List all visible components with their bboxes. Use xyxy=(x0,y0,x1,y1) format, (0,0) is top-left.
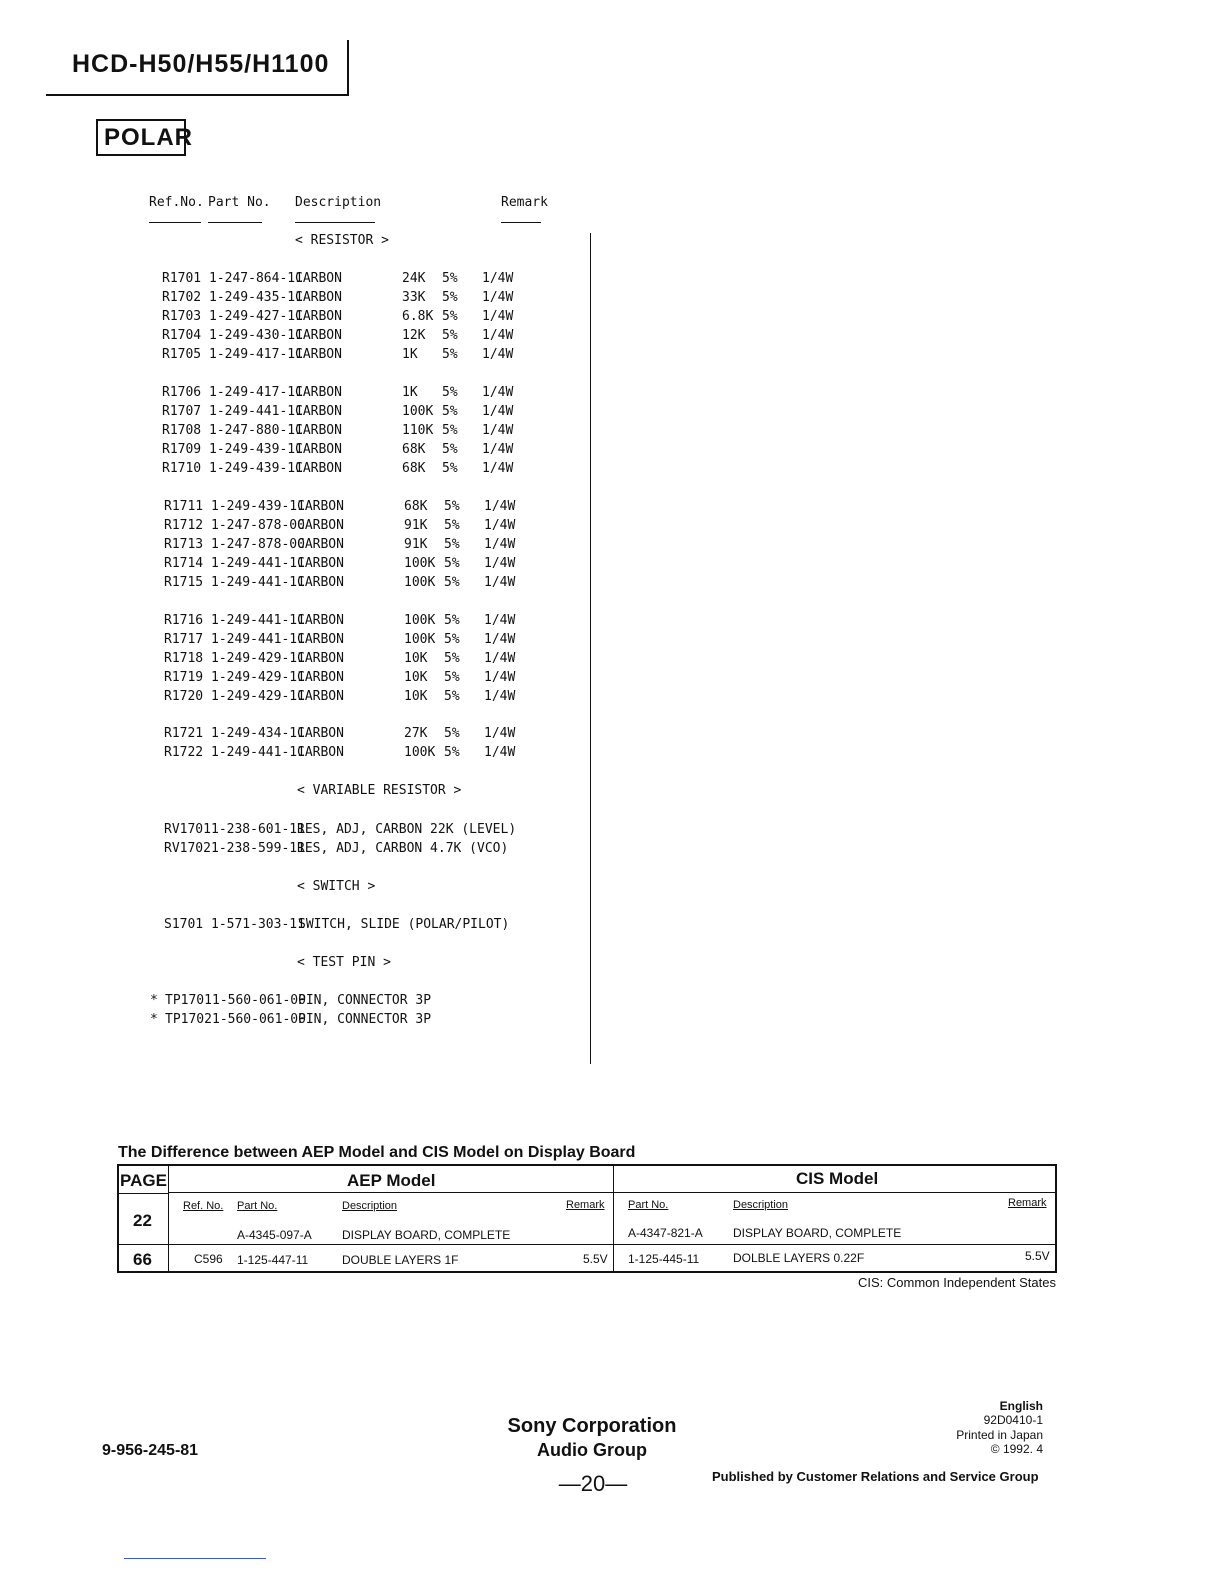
part-no: 1-238-601-11 xyxy=(211,822,305,837)
wattage: 1/4W xyxy=(484,575,516,590)
wattage: 1/4W xyxy=(484,632,516,647)
wattage: 1/4W xyxy=(484,518,516,533)
wattage: 1/4W xyxy=(482,271,514,286)
aep-part-no-cell: A-4345-097-A xyxy=(237,1228,312,1242)
tolerance: 5% xyxy=(444,575,460,590)
ref-no: RV1701 xyxy=(164,822,211,837)
description: CARBON xyxy=(295,461,342,476)
part-no: 1-249-441-11 xyxy=(211,575,305,590)
ref-no: R1712 xyxy=(164,518,204,533)
part-no: 1-249-441-11 xyxy=(211,745,305,760)
category-resistor: < RESISTOR > xyxy=(295,233,389,248)
description: CARBON xyxy=(297,613,344,628)
resistance-value: 100K xyxy=(404,613,436,628)
tolerance: 5% xyxy=(444,726,460,741)
division-name: Audio Group xyxy=(537,1440,647,1460)
part-no: 1-249-429-11 xyxy=(211,670,305,685)
ref-no: R1707 xyxy=(162,404,202,419)
tolerance: 5% xyxy=(442,442,458,457)
cis-remark-header: Remark xyxy=(1008,1197,1047,1209)
tolerance: 5% xyxy=(444,556,460,571)
resistance-value: 33K xyxy=(402,290,426,305)
description: CARBON xyxy=(295,404,342,419)
ref-no: S1701 xyxy=(164,917,204,932)
description: CARBON xyxy=(295,290,342,305)
description: CARBON xyxy=(295,385,342,400)
description: CARBON xyxy=(297,537,344,552)
resistance-value: 68K xyxy=(404,499,428,514)
description: CARBON xyxy=(297,499,344,514)
tolerance: 5% xyxy=(444,632,460,647)
ref-no: R1717 xyxy=(164,632,204,647)
part-no: 1-249-441-11 xyxy=(211,556,305,571)
part-no: 1-249-439-11 xyxy=(209,461,303,476)
resistance-value: 24K xyxy=(402,271,426,286)
cis-part-no-cell: 1-125-445-11 xyxy=(628,1252,700,1266)
tolerance: 5% xyxy=(442,309,458,324)
part-no: 1-249-427-11 xyxy=(209,309,303,324)
tolerance: 5% xyxy=(444,670,460,685)
description: CARBON xyxy=(295,442,342,457)
wattage: 1/4W xyxy=(484,499,516,514)
tolerance: 5% xyxy=(444,537,460,552)
asterisk-mark: * xyxy=(150,1012,158,1027)
cis-part-no-header: Part No. xyxy=(628,1199,669,1211)
wattage: 1/4W xyxy=(484,537,516,552)
ref-no: R1722 xyxy=(164,745,204,760)
col-remark: Remark xyxy=(501,195,548,210)
resistance-value: 100K xyxy=(404,632,436,647)
aep-model-header: AEP Model xyxy=(347,1171,436,1190)
tolerance: 5% xyxy=(444,499,460,514)
part-no: 1-249-417-11 xyxy=(209,347,303,362)
description: CARBON xyxy=(295,271,342,286)
part-no: 1-249-441-11 xyxy=(211,613,305,628)
table-border-top xyxy=(117,1164,1057,1166)
ref-no: R1708 xyxy=(162,423,202,438)
wattage: 1/4W xyxy=(482,442,514,457)
aep-remark-cell: 5.5V xyxy=(583,1252,608,1266)
description: CARBON xyxy=(297,632,344,647)
resistance-value: 6.8K xyxy=(402,309,434,324)
aep-description-cell: DISPLAY BOARD, COMPLETE xyxy=(342,1228,511,1242)
difference-table-title: The Difference between AEP Model and CIS Model on Display Board xyxy=(118,1144,636,1161)
wattage: 1/4W xyxy=(484,689,516,704)
aep-remark-header: Remark xyxy=(566,1199,605,1211)
page-number: —20— xyxy=(558,1471,628,1496)
wattage: 1/4W xyxy=(484,651,516,666)
print-code: 92D0410-1 xyxy=(983,1413,1043,1427)
section-label: POLAR xyxy=(104,124,193,151)
table-rule xyxy=(168,1164,169,1273)
wattage: 1/4W xyxy=(484,726,516,741)
cis-description-cell: DISPLAY BOARD, COMPLETE xyxy=(733,1226,902,1240)
tolerance: 5% xyxy=(442,328,458,343)
ref-no: TP1701 xyxy=(165,993,212,1008)
wattage: 1/4W xyxy=(482,404,514,419)
part-no: 1-247-878-00 xyxy=(211,518,305,533)
underline-remark xyxy=(501,222,541,223)
table-rule xyxy=(613,1164,614,1273)
aep-part-no-header: Part No. xyxy=(237,1200,278,1212)
model-title: HCD-H50/H55/H1100 xyxy=(72,50,330,78)
tolerance: 5% xyxy=(444,651,460,666)
wattage: 1/4W xyxy=(482,347,514,362)
resistance-value: 100K xyxy=(404,556,436,571)
tolerance: 5% xyxy=(442,423,458,438)
language-label: English xyxy=(999,1399,1043,1413)
page-number-cell: 22 xyxy=(133,1211,152,1230)
cis-note: CIS: Common Independent States xyxy=(857,1275,1056,1290)
description: SWITCH, SLIDE (POLAR/PILOT) xyxy=(298,917,510,932)
part-no: 1-247-864-11 xyxy=(209,271,303,286)
col-part-no: Part No. xyxy=(208,195,271,210)
ref-no: R1715 xyxy=(164,575,204,590)
ref-no: R1718 xyxy=(164,651,204,666)
part-no: 1-249-441-11 xyxy=(209,404,303,419)
underline-part xyxy=(208,222,262,223)
ref-no: R1702 xyxy=(162,290,202,305)
aep-description-header: Description xyxy=(342,1200,398,1212)
description: CARBON xyxy=(297,726,344,741)
wattage: 1/4W xyxy=(482,423,514,438)
tolerance: 5% xyxy=(442,290,458,305)
resistance-value: 91K xyxy=(404,537,428,552)
aep-part-no-cell: 1-125-447-11 xyxy=(237,1253,309,1267)
part-no: 1-249-429-11 xyxy=(211,651,305,666)
description: PIN, CONNECTOR 3P xyxy=(298,1012,432,1027)
ref-no: R1704 xyxy=(162,328,202,343)
resistance-value: 10K xyxy=(404,689,428,704)
resistance-value: 12K xyxy=(402,328,426,343)
wattage: 1/4W xyxy=(482,328,514,343)
wattage: 1/4W xyxy=(484,670,516,685)
description: CARBON xyxy=(295,423,342,438)
printed-in: Printed in Japan xyxy=(956,1428,1043,1442)
wattage: 1/4W xyxy=(484,556,516,571)
ref-no: R1705 xyxy=(162,347,202,362)
bottom-rule xyxy=(124,1558,266,1559)
part-no: 1-249-434-11 xyxy=(211,726,305,741)
description: CARBON xyxy=(297,518,344,533)
description: CARBON xyxy=(297,651,344,666)
table-border-bottom xyxy=(117,1271,1057,1273)
col-ref-no: Ref.No. xyxy=(149,195,204,210)
resistance-value: 91K xyxy=(404,518,428,533)
ref-no: R1719 xyxy=(164,670,204,685)
description: CARBON xyxy=(297,670,344,685)
wattage: 1/4W xyxy=(484,613,516,628)
cis-model-header: CIS Model xyxy=(796,1169,879,1188)
cis-remark-cell: 5.5V xyxy=(1025,1249,1050,1263)
resistance-value: 68K xyxy=(402,442,426,457)
wattage: 1/4W xyxy=(482,385,514,400)
page-number-cell: 66 xyxy=(133,1250,152,1269)
part-no: 1-249-441-11 xyxy=(211,632,305,647)
wattage: 1/4W xyxy=(482,309,514,324)
ref-no: TP1702 xyxy=(165,1012,212,1027)
part-no: 1-247-880-11 xyxy=(209,423,303,438)
publisher: Published by Customer Relations and Service Group xyxy=(712,1469,1039,1484)
resistance-value: 10K xyxy=(404,651,428,666)
header-rule xyxy=(46,94,349,96)
resistance-value: 100K xyxy=(402,404,434,419)
tolerance: 5% xyxy=(444,518,460,533)
category-switch: < SWITCH > xyxy=(297,879,376,894)
wattage: 1/4W xyxy=(482,461,514,476)
header-divider xyxy=(347,40,349,95)
tolerance: 5% xyxy=(444,689,460,704)
ref-no: R1716 xyxy=(164,613,204,628)
col-description: Description xyxy=(295,195,382,210)
tolerance: 5% xyxy=(444,745,460,760)
description: RES, ADJ, CARBON 4.7K (VCO) xyxy=(297,841,509,856)
part-no: 1-238-599-11 xyxy=(211,841,305,856)
ref-no: R1720 xyxy=(164,689,204,704)
resistance-value: 100K xyxy=(404,575,436,590)
part-no: 1-249-429-11 xyxy=(211,689,305,704)
part-no: 1-249-435-11 xyxy=(209,290,303,305)
description: CARBON xyxy=(295,347,342,362)
resistance-value: 1K xyxy=(402,385,418,400)
table-rule xyxy=(117,1193,169,1194)
tolerance: 5% xyxy=(444,613,460,628)
resistance-value: 110K xyxy=(402,423,434,438)
part-no: 1-249-430-11 xyxy=(209,328,303,343)
part-no: 1-560-061-00 xyxy=(212,993,306,1008)
aep-ref-no-cell: C596 xyxy=(194,1252,223,1266)
description: CARBON xyxy=(297,745,344,760)
description: RES, ADJ, CARBON 22K (LEVEL) xyxy=(297,822,517,837)
ref-no: R1703 xyxy=(162,309,202,324)
part-no: 1-571-303-11 xyxy=(211,917,305,932)
part-no: 1-249-439-11 xyxy=(211,499,305,514)
resistance-value: 1K xyxy=(402,347,418,362)
tolerance: 5% xyxy=(442,347,458,362)
wattage: 1/4W xyxy=(484,745,516,760)
publication-date: © 1992. 4 xyxy=(990,1442,1043,1456)
ref-no: R1714 xyxy=(164,556,204,571)
description: CARBON xyxy=(297,689,344,704)
category-variable-resistor: < VARIABLE RESISTOR > xyxy=(297,783,462,798)
description: CARBON xyxy=(297,575,344,590)
asterisk-mark: * xyxy=(150,993,158,1008)
ref-no: R1709 xyxy=(162,442,202,457)
ref-no: R1710 xyxy=(162,461,202,476)
tolerance: 5% xyxy=(442,404,458,419)
tolerance: 5% xyxy=(442,461,458,476)
ref-no: R1713 xyxy=(164,537,204,552)
tolerance: 5% xyxy=(442,271,458,286)
part-no: 1-560-061-00 xyxy=(212,1012,306,1027)
ref-no: R1701 xyxy=(162,271,202,286)
ref-no: R1706 xyxy=(162,385,202,400)
category-test-pin: < TEST PIN > xyxy=(297,955,391,970)
part-no: 1-247-878-00 xyxy=(211,537,305,552)
description: CARBON xyxy=(295,309,342,324)
page-header: PAGE xyxy=(120,1171,167,1190)
cis-part-no-cell: A-4347-821-A xyxy=(628,1226,703,1240)
table-rule xyxy=(117,1244,1057,1245)
resistance-value: 100K xyxy=(404,745,436,760)
column-divider xyxy=(590,233,591,1064)
part-no: 1-249-417-11 xyxy=(209,385,303,400)
description: CARBON xyxy=(295,328,342,343)
part-no: 1-249-439-11 xyxy=(209,442,303,457)
description: PIN, CONNECTOR 3P xyxy=(298,993,432,1008)
resistance-value: 27K xyxy=(404,726,428,741)
wattage: 1/4W xyxy=(482,290,514,305)
description: CARBON xyxy=(297,556,344,571)
tolerance: 5% xyxy=(442,385,458,400)
ref-no: R1721 xyxy=(164,726,204,741)
table-border-right xyxy=(1055,1164,1057,1273)
table-border-left xyxy=(117,1164,119,1273)
resistance-value: 10K xyxy=(404,670,428,685)
underline-desc xyxy=(295,222,375,223)
resistance-value: 68K xyxy=(402,461,426,476)
cis-description-header: Description xyxy=(733,1199,789,1211)
company-name: Sony Corporation xyxy=(507,1415,677,1437)
aep-ref-no-header: Ref. No. xyxy=(183,1200,224,1212)
aep-description-cell: DOUBLE LAYERS 1F xyxy=(342,1253,459,1267)
ref-no: RV1702 xyxy=(164,841,211,856)
ref-no: R1711 xyxy=(164,499,204,514)
underline-ref xyxy=(149,222,201,223)
cis-description-cell: DOLBLE LAYERS 0.22F xyxy=(733,1251,865,1265)
document-number: 9-956-245-81 xyxy=(102,1442,199,1459)
